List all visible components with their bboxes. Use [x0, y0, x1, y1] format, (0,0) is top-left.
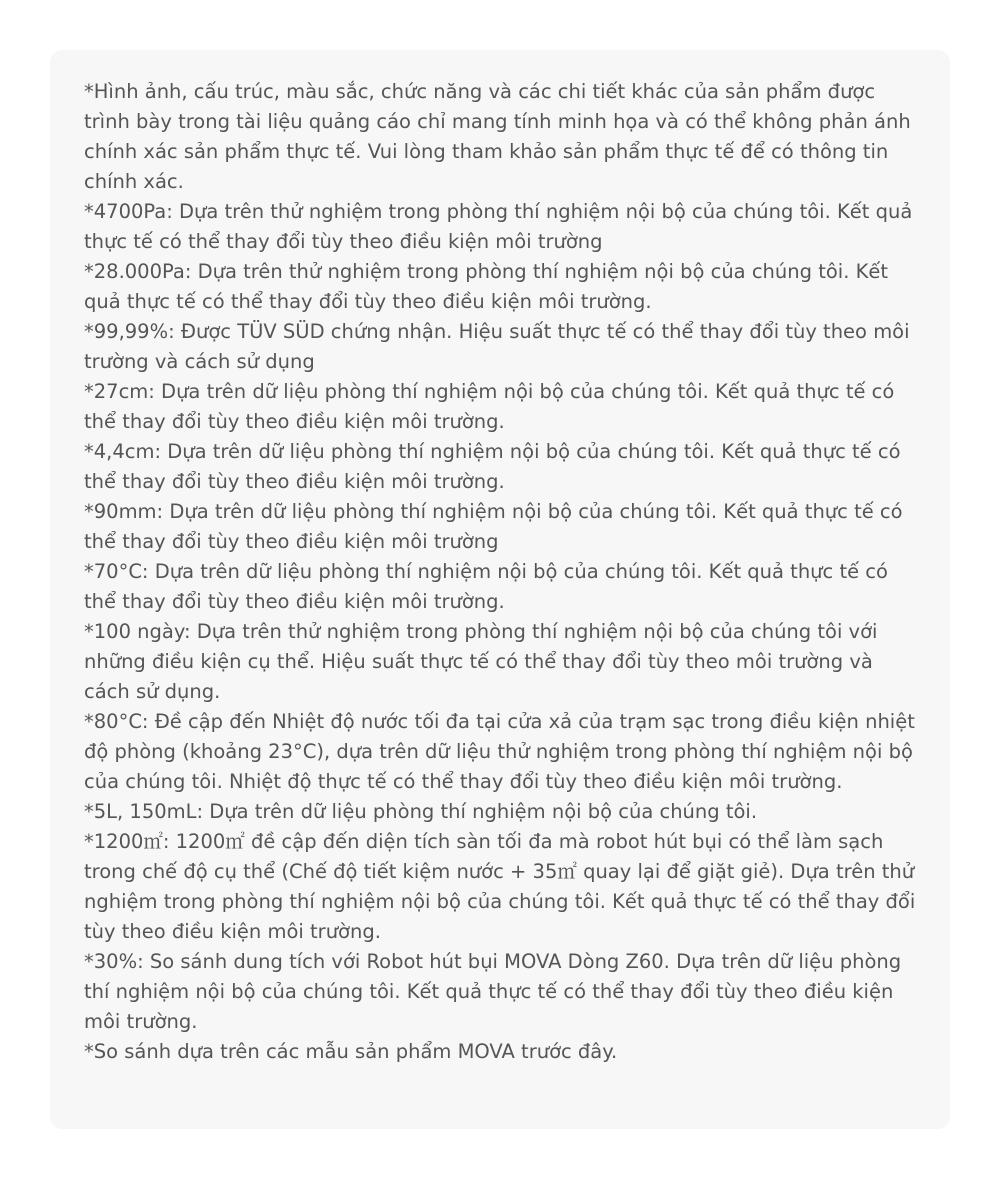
note-70c: *70°C: Dựa trên dữ liệu phòng thí nghiệm nội bộ của chúng tôi. Kết quả thực tế có thể thay đổi tùy theo điều kiện môi trường.: [84, 560, 888, 613]
note-90mm: *90mm: Dựa trên dữ liệu phòng thí nghiệm nội bộ của chúng tôi. Kết quả thực tế có thể thay đổi tùy theo điều kiện môi trường: [84, 500, 903, 553]
note-1200m2: *1200㎡: 1200㎡ đề cập đến diện tích sàn tối đa mà robot hút bụi có thể làm sạch trong chế độ cụ thể (Chế độ tiết kiệm nước + 35㎡ quay lại để giặt giẻ). Dựa trên thử nghiệm trong phòng thí nghiệm nội bộ của chúng tôi. Kết quả thực tế có thể thay đổi tùy theo điều kiện môi trường.: [84, 830, 916, 943]
note-80c: *80°C: Đề cập đến Nhiệt độ nước tối đa tại cửa xả của trạm sạc trong điều kiện nhiệt độ phòng (khoảng 23°C), dựa trên dữ liệu thử nghiệm trong phòng thí nghiệm nội bộ của chúng tôi. Nhiệt độ thực tế có thể thay đổi tùy theo điều kiện môi trường.: [84, 710, 915, 793]
note-9999-percent: *99,99%: Được TÜV SÜD chứng nhận. Hiệu suất thực tế có thể thay đổi tùy theo môi trường và cách sử dụng: [84, 320, 910, 373]
note-27cm: *27cm: Dựa trên dữ liệu phòng thí nghiệm nội bộ của chúng tôi. Kết quả thực tế có thể thay đổi tùy theo điều kiện môi trường.: [84, 380, 895, 433]
note-comparison: *So sánh dựa trên các mẫu sản phẩm MOVA trước đây.: [84, 1040, 618, 1063]
note-28000pa: *28.000Pa: Dựa trên thử nghiệm trong phòng thí nghiệm nội bộ của chúng tôi. Kết quả thực tế có thể thay đổi tùy theo điều kiện môi trường.: [84, 260, 889, 313]
note-4700pa: *4700Pa: Dựa trên thử nghiệm trong phòng thí nghiệm nội bộ của chúng tôi. Kết quả thực tế có thể thay đổi tùy theo điều kiện môi trường: [84, 200, 913, 253]
note-30-percent: *30%: So sánh dung tích với Robot hút bụi MOVA Dòng Z60. Dựa trên dữ liệu phòng thí nghiệm nội bộ của chúng tôi. Kết quả thực tế có thể thay đổi tùy theo điều kiện môi trường.: [84, 950, 902, 1033]
note-general: *Hình ảnh, cấu trúc, màu sắc, chức năng và các chi tiết khác của sản phẩm được trình bày trong tài liệu quảng cáo chỉ mang tính minh họa và có thể không phản ánh chính xác sản phẩm thực tế. Vui lòng tham khảo sản phẩm thực tế để có thông tin chính xác.: [84, 80, 911, 193]
note-100-days: *100 ngày: Dựa trên thử nghiệm trong phòng thí nghiệm nội bộ của chúng tôi với những điều kiện cụ thể. Hiệu suất thực tế có thể thay đổi tùy theo môi trường và cách sử dụng.: [84, 620, 878, 703]
disclaimer-notes: [84, 77, 916, 1067]
disclaimer-card: [50, 50, 950, 1129]
note-44cm: *4,4cm: Dựa trên dữ liệu phòng thí nghiệm nội bộ của chúng tôi. Kết quả thực tế có thể thay đổi tùy theo điều kiện môi trường.: [84, 440, 901, 493]
note-5l-150ml: *5L, 150mL: Dựa trên dữ liệu phòng thí nghiệm nội bộ của chúng tôi.: [84, 800, 758, 823]
